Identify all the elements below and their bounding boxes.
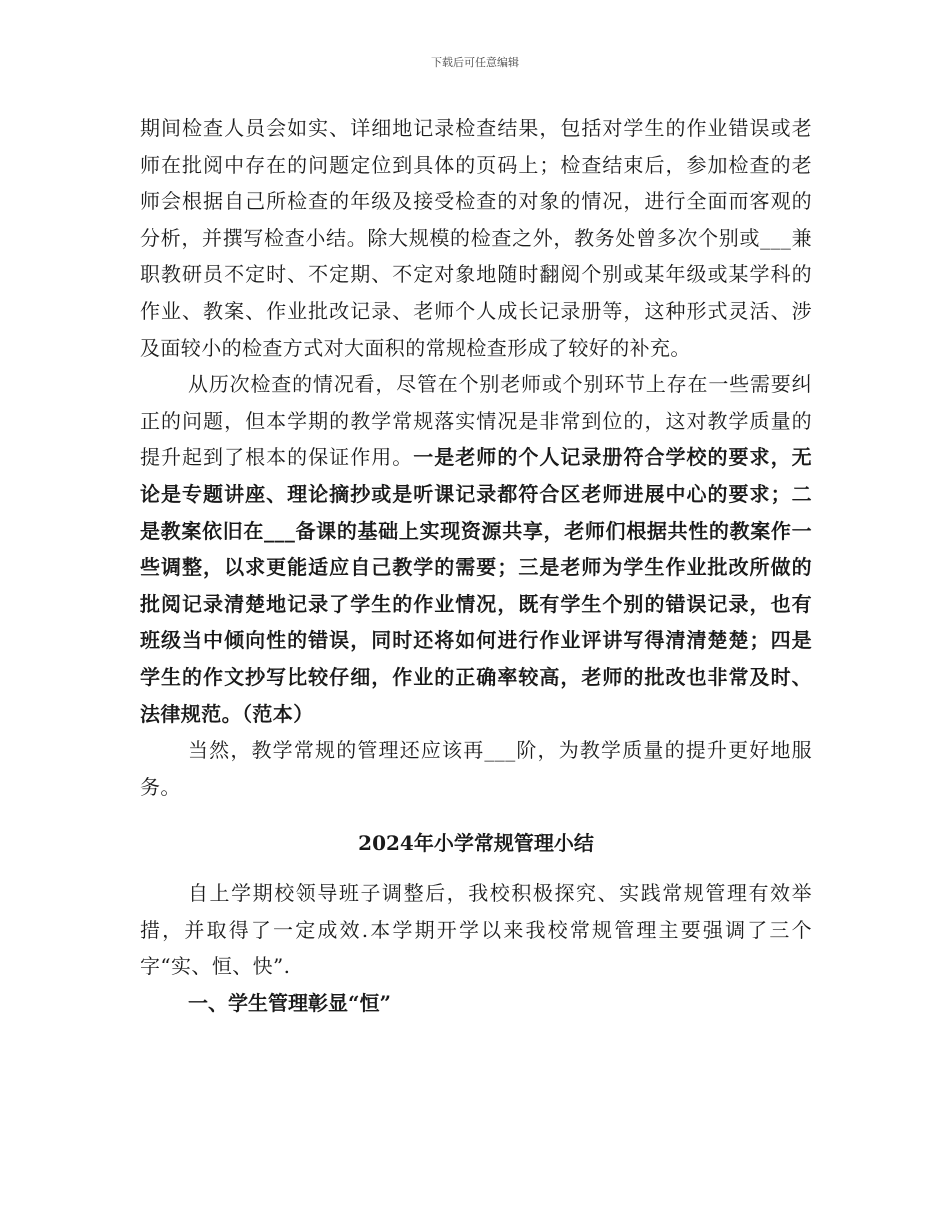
paragraph-inspection-results-text: 从历次检查的情况看，尽管在个别老师或个别环节上存在一些需要纠正的问题，但本学期的教学常规落实情况是非常到位的，这对教学质量的提升起到了根本的保证作用。: [140, 372, 812, 470]
section-title: 2024年小学常规管理小结: [358, 831, 594, 856]
header-note: 下载后可任意编辑: [431, 56, 519, 69]
paragraph-inspection-results-highlights: 一是老师的个人记录册符合学校的要求，无论是专题讲座、理论摘抄或是听课记录都符合区老师进展中心的要求；二是教案依旧在___备课的基础上实现资源共享，老师们根据共性的教案作一些调整，以求更能适应自己教学的需要；三是老师为学生作业批改所做的批阅记录清楚地记录了学生的作业情况，既有学生个别的错误记录，也有班级当中倾向性的错误，同时还将如何进行作业评讲写得清清楚楚；四是学生的作文抄写比较仔细，作业的正确率较高，老师的批改也非常及时、法律规范。（范本）: [140, 445, 812, 726]
paragraph-conclusion: 当然，教学常规的管理还应该再___阶，为教学质量的提升更好地服务。: [140, 738, 812, 799]
document-body: [140, 110, 812, 1022]
paragraph-intro: 自上学期校领导班子调整后，我校积极探究、实践常规管理有效举措，并取得了一定成效.本学期开学以来我校常规管理主要强调了三个字“实、恒、快”.: [140, 881, 812, 979]
paragraph-inspection-process: 期间检查人员会如实、详细地记录检查结果，包括对学生的作业错误或老师在批阅中存在的问题定位到具体的页码上；检查结束后，参加检查的老师会根据自己所检查的年级及接受检查的对象的情况，进行全面而客观的分析，并撰写检查小结。除大规模的检查之外，教务处曾多次个别或___兼职教研员不定时、不定期、不定对象地随时翻阅个别或某年级或某学科的作业、教案、作业批改记录、老师个人成长记录册等，这种形式灵活、涉及面较小的检查方式对大面积的常规检查形成了较好的补充。: [140, 116, 812, 360]
paragraph-inspection-results: [140, 366, 812, 732]
sub-heading-student-management: 一、学生管理彰显“恒”: [188, 991, 392, 1016]
